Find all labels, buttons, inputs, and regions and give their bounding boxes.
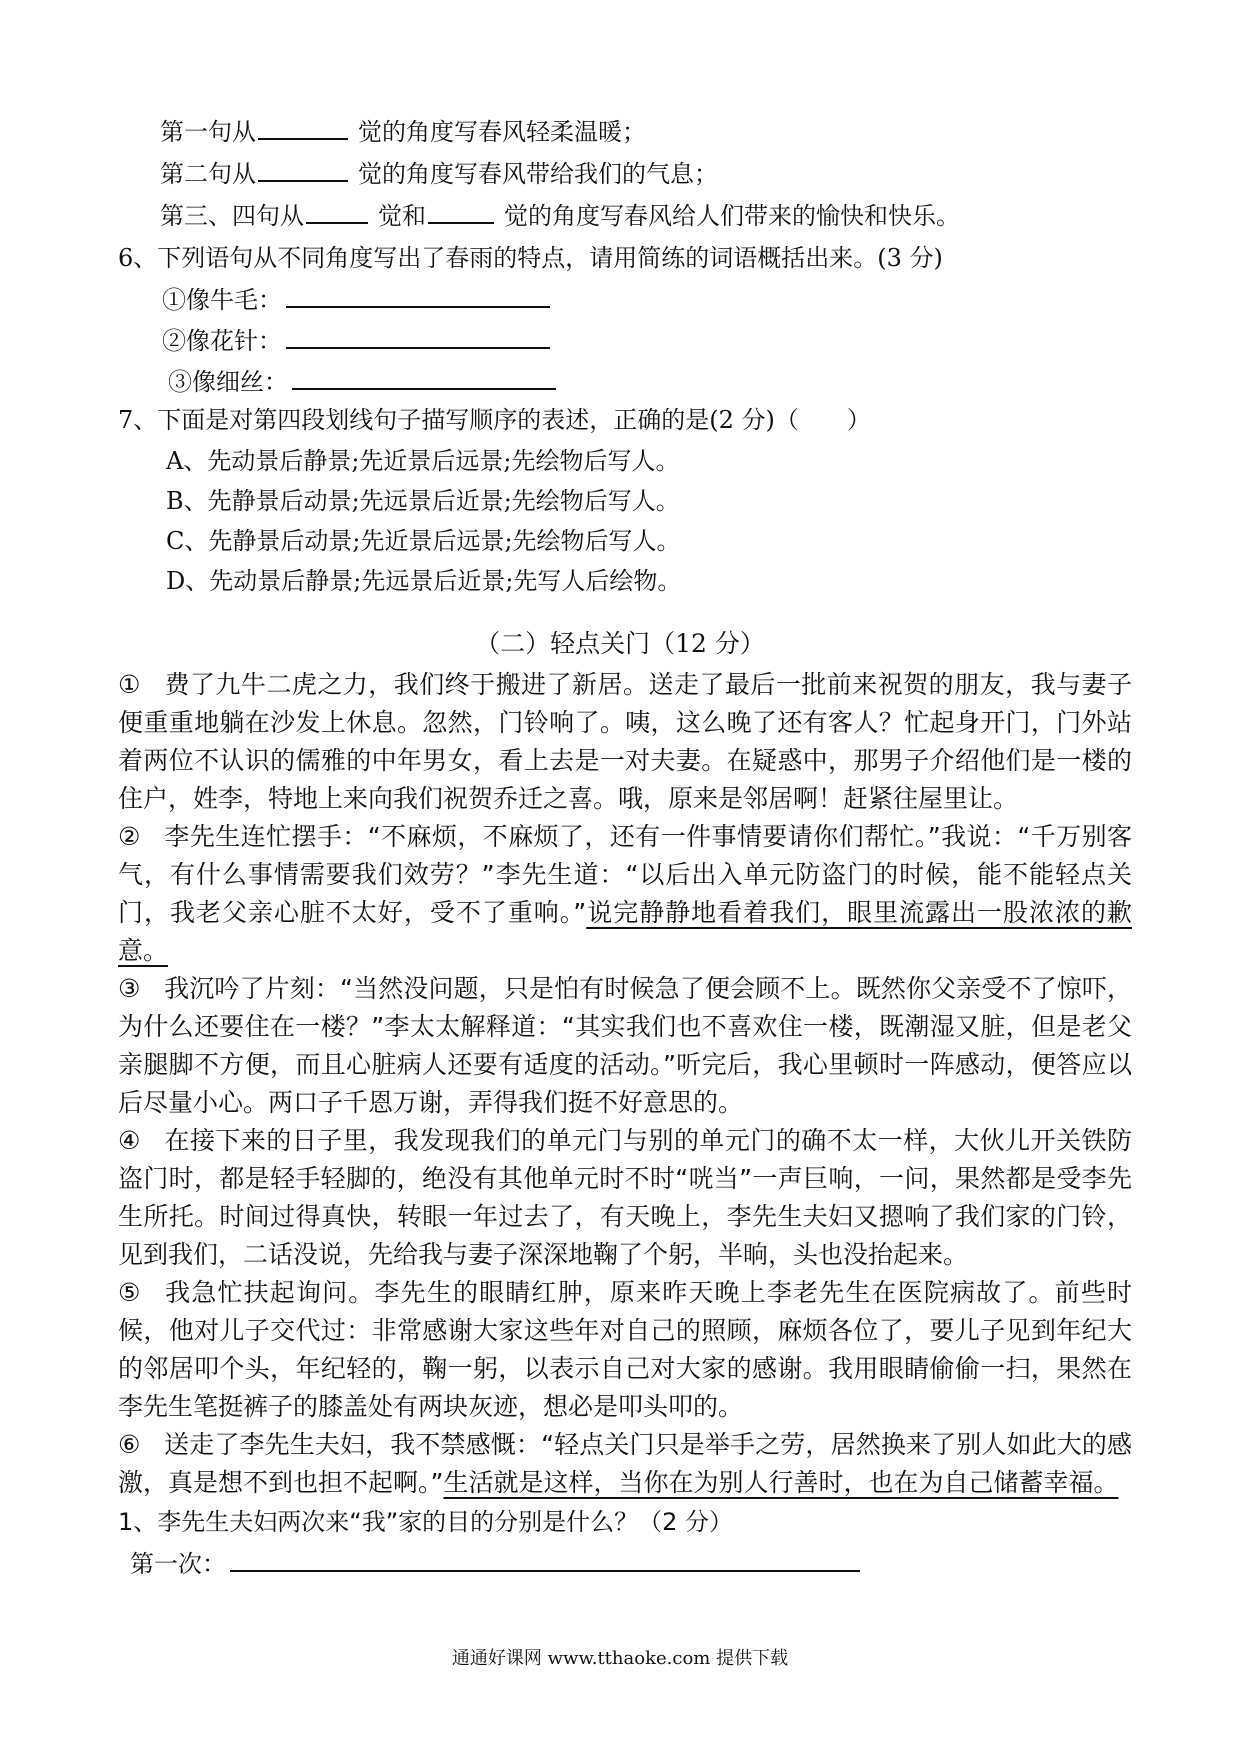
answer-blank[interactable]: [428, 200, 494, 224]
q5-line-3-text-b: 觉的角度写春风给人们带来的愉快和快乐。: [504, 202, 960, 230]
paragraph-text: 我急忙扶起询问。李先生的眼睛红肿，原来昨天晚上李老先生在医院病故了。前些时候，他对儿子交代过：非常感谢大家这些年对自己的照顾，麻烦各位了，要儿子见到年纪大的邻居叩个头，年纪轻的，鞠一躬，以表示自己对大家的感谢。我用眼睛偷偷一扫，果然在李先生笔挺裤子的膝盖处有两块灰迹，想必是叩头叩的。: [118, 1278, 1132, 1421]
paragraph-text: 送走了李先生夫妇，我不禁感慨：“轻点关门只是举手之劳，居然换来了别人如此大的感激，真是想不到也担不起啊。”: [118, 1430, 1132, 1497]
paragraph-text: 李先生连忙摆手：“不麻烦，不麻烦了，还有一件事情要请你们帮忙。”我说：“千万别客气，有什么事情需要我们效劳？”李先生道：“以后出入单元防盗门的时候，能不能轻点关门，我老父亲心脏不太好，受不了重响。”: [118, 822, 1132, 927]
answer-blank[interactable]: [230, 1548, 860, 1572]
q6-item-1: [162, 284, 550, 316]
answer-blank[interactable]: [306, 200, 368, 224]
answer-blank[interactable]: [286, 284, 550, 308]
paragraph-number: ⑥: [118, 1430, 141, 1459]
q5-line-3-text-a: 觉和: [378, 202, 426, 230]
q6-stem: 6、下列语句从不同角度写出了春雨的特点，请用简练的词语概括出来。(3 分): [118, 244, 943, 272]
q6-item-3-label: ③像细丝：: [168, 368, 288, 396]
q6-item-3: [168, 366, 556, 398]
q7-option-b[interactable]: B、先静景后动景;先远景后近景;先绘物后写人。: [166, 487, 680, 515]
q5-line-2-prefix: 第二句从: [160, 160, 256, 188]
answer-blank[interactable]: [286, 325, 550, 349]
paragraph-3: [118, 970, 1132, 1122]
q5-line-3: [160, 200, 960, 232]
paragraph-text: 费了九牛二虎之力，我们终于搬进了新居。送走了最后一批前来祝贺的朋友，我与妻子便重重地躺在沙发上休息。忽然，门铃响了。咦，这么晚了还有客人？忙起身开门，门外站着两位不认识的儒雅的中年男女，看上去是一对夫妻。在疑惑中，那男子介绍他们是一楼的住户，姓李，特地上来向我们祝贺乔迁之喜。哦，原来是邻居啊！赶紧往屋里让。: [118, 670, 1132, 813]
q1-first: [130, 1548, 860, 1580]
q5-line-1-prefix: 第一句从: [160, 118, 256, 146]
q5-line-1-text: 觉的角度写春风轻柔温暖；: [358, 118, 646, 146]
section-title: （二）轻点关门（12 分）: [475, 629, 765, 658]
paragraph-number: ④: [118, 1126, 141, 1155]
q7-stem: 7、下面是对第四段划线句子描写顺序的表述，正确的是(2 分)（ ）: [118, 406, 871, 434]
q5-line-3-prefix: 第三、四句从: [160, 202, 304, 230]
paragraph-number: ⑤: [118, 1278, 141, 1307]
q6-item-2: [162, 325, 550, 357]
underlined-sentence: 生活就是这样，当你在为别人行善时，也在为自己储蓄幸福。: [443, 1468, 1119, 1497]
paragraph-1: [118, 666, 1132, 818]
paragraph-2: [118, 818, 1132, 970]
q7-option-c[interactable]: C、先静景后动景;先近景后远景;先绘物后写人。: [166, 527, 681, 555]
answer-blank[interactable]: [292, 366, 556, 390]
q5-line-2: [160, 158, 718, 190]
q7-option-a[interactable]: A、先动景后静景;先近景后远景;先绘物后写人。: [166, 447, 680, 475]
paragraph-number: ③: [118, 974, 141, 1003]
paragraph-number: ①: [118, 670, 141, 699]
q5-line-2-text: 觉的角度写春风带给我们的气息；: [358, 160, 718, 188]
paragraph-5: [118, 1274, 1132, 1426]
q1-first-label: 第一次：: [130, 1550, 226, 1578]
q6-item-1-label: ①像牛毛：: [162, 286, 282, 314]
answer-blank[interactable]: [258, 158, 348, 182]
paragraph-6: [118, 1426, 1132, 1502]
answer-blank[interactable]: [258, 116, 348, 140]
q6-item-2-label: ②像花针：: [162, 327, 282, 355]
footer-credit: 通通好课网 www.tthaoke.com 提供下载: [451, 1648, 789, 1669]
paragraph-4: [118, 1122, 1132, 1274]
paragraph-number: ②: [118, 822, 141, 851]
q1-stem: 1、李先生夫妇两次来“我”家的目的分别是什么？（2 分）: [118, 1508, 734, 1536]
q7-option-d[interactable]: D、先动景后静景;先远景后近景;先写人后绘物。: [166, 567, 682, 595]
paragraph-text: 在接下来的日子里，我发现我们的单元门与别的单元门的确不太一样，大伙儿开关铁防盗门时，都是轻手轻脚的，绝没有其他单元时不时“咣当”一声巨响，一问，果然都是受李先生所托。时间过得真快，转眼一年过去了，有天晚上，李先生夫妇又摁响了我们家的门铃，见到我们，二话没说，先给我与妻子深深地鞠了个躬，半晌，头也没抬起来。: [118, 1126, 1132, 1269]
paragraph-text: 我沉吟了片刻：“当然没问题，只是怕有时候急了便会顾不上。既然你父亲受不了惊吓，为什么还要住在一楼？”李太太解释道：“其实我们也不喜欢住一楼，既潮湿又脏，但是老父亲腿脚不方便，而且心脏病人还要有适度的活动。”听完后，我心里顿时一阵感动，便答应以后尽量小心。两口子千恩万谢，弄得我们挺不好意思的。: [118, 974, 1132, 1117]
q5-line-1: [160, 116, 646, 148]
underlined-sentence: 说完静静地看着我们，眼里流露出一股浓浓的歉意。: [118, 898, 1132, 965]
